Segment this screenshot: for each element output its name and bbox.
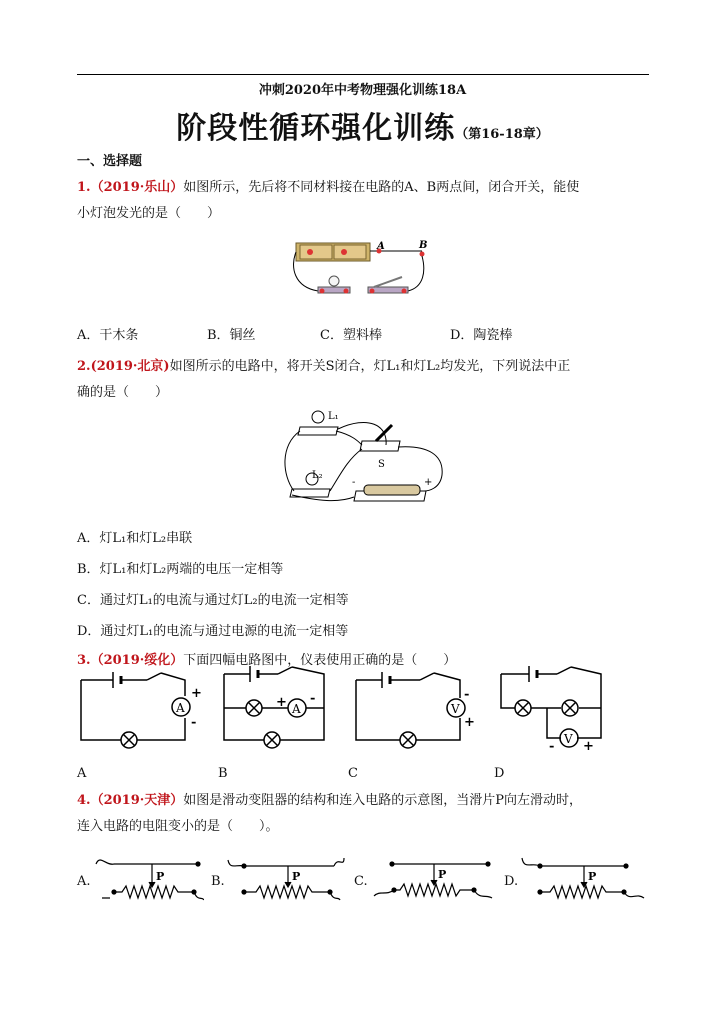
resistor-coil — [374, 884, 474, 896]
q2-option-c[interactable]: C．通过灯L₁的电流与通过灯L₂的电流一定相等 — [77, 593, 349, 608]
meter-minus: - — [310, 691, 316, 706]
meter-plus: + — [276, 695, 287, 710]
meter-minus: - — [549, 739, 555, 754]
resistor-coil — [244, 886, 330, 898]
q2-l1-label: L₁ — [328, 411, 339, 422]
q1-line2: 小灯泡发光的是（ ） — [77, 206, 221, 221]
q2-option-d[interactable]: D．通过灯L₁的电流与通过电源的电流一定相等 — [77, 624, 349, 639]
q3-label-d[interactable]: D — [494, 766, 505, 781]
q2-battery-minus: - — [352, 477, 356, 488]
q2-options — [77, 527, 649, 651]
q4-rheostat-b — [226, 852, 346, 912]
q3-label-a[interactable]: A — [77, 766, 87, 781]
slider-label: P — [588, 870, 597, 883]
q3-circuit-d — [495, 662, 610, 757]
q1-label-b: B — [419, 240, 428, 251]
q2-switch-label: S — [378, 459, 385, 470]
q3-label-b[interactable]: B — [218, 766, 228, 781]
q3-label-c[interactable]: C — [348, 766, 358, 781]
q1-option-a[interactable]: A．干木条 — [77, 328, 139, 343]
q1-cell-2-terminal — [341, 249, 347, 255]
q1-option-b[interactable]: B．铜丝 — [207, 328, 256, 343]
q1-label-a: A — [377, 241, 385, 252]
q1-number: 1. — [77, 180, 91, 195]
q1-cell-1 — [300, 245, 332, 259]
meter-letter: A — [292, 702, 301, 716]
q1-bulb-icon — [329, 276, 339, 286]
title-main: 阶段性循环强化训练 — [176, 111, 456, 146]
section-heading: 一、选择题 — [77, 154, 143, 169]
slider-label: P — [438, 868, 447, 881]
q1-source: （2019·乐山） — [90, 180, 184, 195]
q2-number: 2. — [77, 359, 91, 374]
meter-plus: + — [191, 686, 202, 701]
q1-cell-2 — [334, 245, 366, 259]
q2-l2-label: L₂ — [312, 470, 323, 481]
q4-label-b[interactable]: B. — [211, 874, 225, 889]
meter-plus: + — [464, 715, 475, 730]
q4-number: 4. — [77, 793, 91, 808]
meter-plus: + — [583, 739, 594, 754]
q2-source: (2019·北京) — [90, 359, 170, 374]
page-title — [0, 103, 725, 147]
q2-text — [77, 354, 649, 406]
q2-battery-plus: + — [424, 477, 433, 488]
meter-minus: - — [191, 715, 197, 730]
q2-l1-base — [298, 427, 338, 435]
q2-battery — [364, 485, 420, 495]
meter-letter: V — [451, 702, 460, 716]
q1-text — [77, 175, 649, 227]
q2-option-a[interactable]: A．灯L₁和灯L₂串联 — [77, 531, 193, 546]
title-note: （第16-18章） — [455, 127, 549, 142]
q1-cell-1-terminal — [307, 249, 313, 255]
resistor-coil — [540, 886, 624, 898]
q3-circuit-c — [352, 668, 477, 756]
q4-line1: 如图是滑动变阻器的结构和连入电路的示意图，当滑片P向左滑动时， — [183, 793, 583, 808]
slider-label: P — [156, 870, 165, 883]
subtitle: 冲刺2020年中考物理强化训练18A — [258, 83, 467, 98]
q4-label-c[interactable]: C. — [354, 874, 368, 889]
q4-label-d[interactable]: D. — [504, 874, 519, 889]
q2-line2: 确的是（ ） — [77, 385, 169, 400]
q3-circuit-b — [218, 662, 333, 757]
q1-switch-blade — [374, 277, 402, 287]
q1-option-c[interactable]: C．塑料棒 — [320, 328, 382, 343]
q4-rheostat-d — [518, 852, 648, 912]
q2-switch-base — [360, 441, 400, 451]
slider-label: P — [292, 870, 301, 883]
q4-rheostat-c — [370, 852, 495, 912]
q3-source: （2019·绥化） — [90, 653, 184, 668]
q2-line1: 如图所示的电路中，将开关S闭合，灯L₁和灯L₂均发光，下列说法中正 — [169, 359, 571, 374]
q2-l1-bulb-icon — [312, 411, 324, 423]
q4-source: （2019·天津） — [90, 793, 184, 808]
meter-minus: - — [464, 687, 470, 702]
header-rule — [77, 74, 649, 75]
q4-line2: 连入电路的电阻变小的是（ ）。 — [77, 819, 279, 834]
q3-circuit-a — [77, 668, 202, 756]
q4-text — [77, 788, 649, 840]
meter-letter: A — [176, 701, 185, 715]
meter-letter: V — [564, 732, 573, 746]
q1-point-b-dot — [420, 252, 425, 257]
q1-figure — [290, 237, 440, 303]
q2-figure — [278, 405, 448, 511]
q1-option-d[interactable]: D．陶瓷棒 — [450, 328, 513, 343]
switch-blade — [147, 673, 161, 680]
q4-label-a[interactable]: A. — [77, 874, 91, 889]
q3-line: 下面四幅电路图中，仪表使用正确的是（ ） — [183, 653, 457, 668]
q2-option-b[interactable]: B．灯L₁和灯L₂两端的电压一定相等 — [77, 562, 284, 577]
q4-rheostat-a — [94, 852, 204, 912]
q3-number: 3. — [77, 653, 91, 668]
resistor-coil — [114, 886, 194, 898]
q1-line1: 如图所示，先后将不同材料接在电路的A、B两点间，闭合开关，能使 — [183, 180, 580, 195]
